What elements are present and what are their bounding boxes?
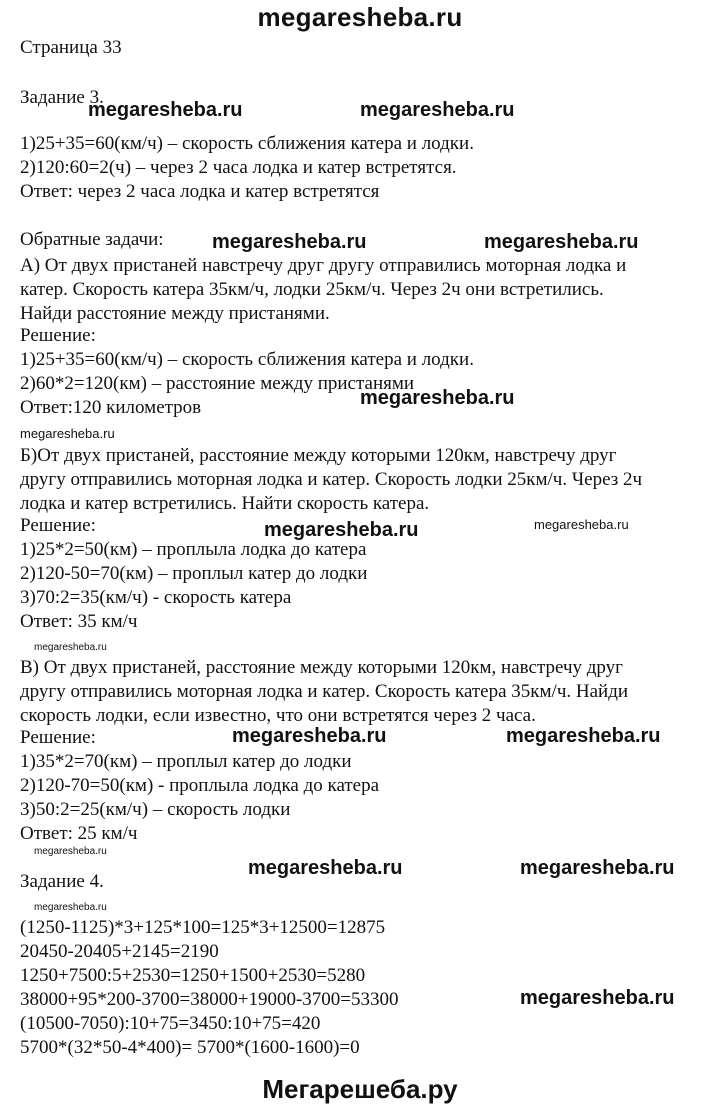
task3-solution-line: 1)25+35=60(км/ч) – скорость сближения катера и лодки. [20,133,474,154]
watermark: megaresheba.ru [520,857,675,879]
problem-b-step: 1)25*2=50(км) – проплыла лодка до катера [20,539,367,560]
problem-c-step: 1)35*2=70(км) – проплыл катер до лодки [20,751,352,772]
problem-a-text-line: А) От двух пристаней навстречу друг другу отправились моторная лодка и [20,255,627,276]
site-header: megaresheba.ru [257,2,463,32]
task4-expression: (1250-1125)*3+125*100=125*3+12500=12875 [20,917,386,938]
problem-a-text-line: катер. Скорость катера 35км/ч, лодки 25км/ч. Через 2ч они встретились. [20,279,604,300]
watermark: megaresheba.ru [520,987,675,1009]
problem-b-solution-label: Решение: [20,515,96,536]
page-label: Страница 33 [20,37,122,58]
problem-c-step: 2)120-70=50(км) - проплыла лодка до катера [20,775,380,796]
task3-title: Задание 3. [20,87,104,108]
problem-a-solution-label: Решение: [20,325,96,346]
task4-expression: 38000+95*200-3700=38000+19000-3700=53300 [20,989,399,1010]
problem-c-answer: Ответ: 25 км/ч [20,823,138,844]
inverse-tasks-title: Обратные задачи: [20,229,164,250]
watermark: megaresheba.ru [506,725,661,747]
watermark-tiny: megaresheba.ru [34,642,107,653]
watermark-small: megaresheba.ru [20,426,115,441]
watermark: megaresheba.ru [248,857,403,879]
problem-a-text-line: Найди расстояние между пристанями. [20,303,330,324]
watermark: megaresheba.ru [360,99,515,121]
problem-c-text-line: скорость лодки, если известно, что они встретятся через 2 часа. [20,705,536,726]
watermark-tiny: megaresheba.ru [34,902,107,913]
problem-a-answer: Ответ:120 километров [20,397,202,418]
task4-title: Задание 4. [20,871,104,892]
site-footer: Мегарешеба.ру [262,1074,458,1104]
problem-c-step: 3)50:2=25(км/ч) – скорость лодки [20,799,291,820]
task4-expression: 20450-20405+2145=2190 [20,941,219,962]
watermark: megaresheba.ru [264,519,419,541]
problem-c-text-line: другу отправились моторная лодка и катер. Скорость катера 35км/ч. Найди [20,681,629,702]
task4-expression: (10500-7050):10+75=3450:10+75=420 [20,1013,321,1034]
problem-b-text-line: лодка и катер встретились. Найти скорость катера. [20,493,430,514]
watermark: megaresheba.ru [88,99,243,121]
watermark: megaresheba.ru [212,231,367,253]
problem-b-text-line: другу отправились моторная лодка и катер. Скорость лодки 25км/ч. Через 2ч [20,469,643,490]
watermark: megaresheba.ru [360,387,515,409]
problem-b-step: 2)120-50=70(км) – проплыл катер до лодки [20,563,368,584]
task4-expression: 5700*(32*50-4*400)= 5700*(1600-1600)=0 [20,1037,360,1058]
watermark-small: megaresheba.ru [534,517,629,532]
watermark: megaresheba.ru [232,725,387,747]
task3-answer: Ответ: через 2 часа лодка и катер встретятся [20,181,380,202]
problem-c-solution-label: Решение: [20,727,96,748]
problem-b-step: 3)70:2=35(км/ч) - скорость катера [20,587,292,608]
problem-a-step: 2)60*2=120(км) – расстояние между пристанями [20,373,415,394]
problem-c-text-line: В) От двух пристаней, расстояние между которыми 120км, навстречу друг [20,657,623,678]
watermark: megaresheba.ru [484,231,639,253]
problem-b-answer: Ответ: 35 км/ч [20,611,138,632]
watermark-tiny: megaresheba.ru [34,846,107,857]
problem-b-text-line: Б)От двух пристаней, расстояние между которыми 120км, навстречу друг [20,445,617,466]
task3-solution-line: 2)120:60=2(ч) – через 2 часа лодка и катер встретятся. [20,157,457,178]
task4-expression: 1250+7500:5+2530=1250+1500+2530=5280 [20,965,366,986]
problem-a-step: 1)25+35=60(км/ч) – скорость сближения катера и лодки. [20,349,474,370]
